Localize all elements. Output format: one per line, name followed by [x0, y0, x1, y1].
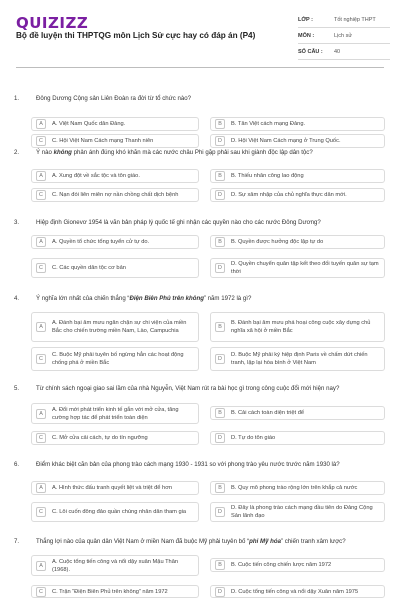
option-c[interactable]	[31, 502, 199, 522]
option-text: B. Thiếu nhân công lao động	[231, 173, 304, 179]
option-text: D. Quyền chuyển quân tập kết theo đối tuyến quân sự tạm thời	[231, 261, 379, 275]
option-letter: D	[215, 190, 225, 200]
meta-value: Tốt nghiệp THPT	[334, 16, 376, 23]
option-letter: B	[215, 408, 225, 418]
option-text: A. Đổi mới phát triển kinh tế gắn với mở cửa, tăng cường hợp tác để phát triển toàn diện	[52, 406, 179, 421]
meta-row-class	[298, 12, 390, 28]
option-text: D. Hội Việt Nam Cách mạng ở Trung Quốc.	[231, 138, 341, 144]
question-number: 2.	[14, 149, 20, 156]
option-text: A. Quyền tổ chức tổng tuyển cử tự do.	[52, 239, 150, 245]
question-text: Ý nghĩa lớn nhất của chiến thắng “Điện Biên Phủ trên không” năm 1972 là gì?	[36, 295, 252, 302]
option-d[interactable]	[210, 431, 385, 445]
question-number: 3.	[14, 219, 20, 226]
option-letter: A	[36, 119, 46, 129]
worksheet-header	[0, 0, 400, 68]
option-text: A. Cuộc tổng tiến công và nổi dậy xuân Mậu Thân (1968).	[52, 558, 179, 573]
option-letter: C	[36, 587, 46, 597]
option-text: D. Sự xâm nhập của chủ nghĩa thực dân mới.	[231, 192, 347, 198]
option-letter: B	[215, 119, 225, 129]
option-text: B. Tân Việt cách mạng Đảng.	[231, 121, 306, 127]
option-text: A. Việt Nam Quốc dân Đảng.	[52, 121, 126, 127]
meta-value: 40	[334, 48, 341, 55]
option-letter: C	[36, 190, 46, 200]
option-text: B. Cải cách toàn diện triệt để	[231, 410, 305, 416]
question-number: 5.	[14, 385, 20, 392]
option-b[interactable]	[210, 481, 385, 495]
option-b[interactable]	[210, 406, 385, 420]
option-c[interactable]	[31, 431, 199, 445]
option-letter: D	[215, 136, 225, 146]
option-letter: A	[36, 322, 46, 332]
option-a[interactable]	[31, 169, 199, 183]
option-letter: C	[36, 263, 46, 273]
option-b[interactable]	[210, 117, 385, 131]
option-c[interactable]	[31, 188, 199, 202]
option-c[interactable]	[31, 258, 199, 278]
question-number: 7.	[14, 538, 20, 545]
question-text: Từ chính sách ngoại giao sai lầm của nhà Nguyễn, Việt Nam rút ra bài học gì trong công cuộc đổi mới hiện nay?	[36, 385, 340, 392]
option-text: C. Trận “Điện Biên Phủ trên không” năm 1972	[52, 588, 168, 595]
option-letter: D	[215, 354, 225, 364]
option-text: A. Đánh bại âm mưu ngăn chặn sự chi viện của miền Bắc cho chiến trường miền Nam, Lào, Campuchia	[52, 320, 187, 334]
option-letter: B	[215, 237, 225, 247]
meta-label: LỚP :	[298, 16, 313, 23]
option-letter: D	[215, 507, 225, 517]
option-c[interactable]	[31, 347, 199, 371]
option-text: C. Lôi cuốn đông đảo quần chúng nhân dân tham gia	[52, 509, 187, 515]
option-text: A. Hình thức đấu tranh quyết liệt và triệt để hơn	[52, 485, 173, 491]
option-letter: A	[36, 171, 46, 181]
option-letter: D	[215, 433, 225, 443]
meta-row-subject	[298, 28, 390, 44]
option-text: D. Đây là phong trào cách mạng đầu tiên do Đảng Cộng Sản lãnh đạo	[231, 505, 373, 519]
option-letter: A	[36, 483, 46, 493]
question-text: Thắng lợi nào của quân dân Việt Nam ở miền Nam đã buộc Mỹ phải tuyên bố “phi Mỹ hóa” chiến tranh xâm lược?	[36, 538, 346, 545]
option-letter: C	[36, 354, 46, 364]
option-a[interactable]	[31, 117, 199, 131]
option-letter: B	[215, 322, 225, 332]
option-text: B. Quy mô phong trào rộng lớn trên khắp cả nước	[231, 485, 358, 491]
option-letter: A	[36, 409, 46, 419]
option-text: B. Quyền được hưởng độc lập tự do	[231, 239, 324, 245]
option-text: A. Xung đột về sắc tộc và tôn giáo.	[52, 173, 140, 179]
option-a[interactable]	[31, 555, 199, 576]
option-b[interactable]	[210, 169, 385, 183]
option-d[interactable]	[210, 258, 385, 278]
meta-label: MÔN :	[298, 32, 315, 39]
option-a[interactable]	[31, 481, 199, 495]
question-text: Ý nào không phản ánh đúng khó khăn mà các nước châu Phi gặp phải sau khi giành độc lập dân tộc?	[36, 149, 313, 156]
worksheet-meta	[298, 12, 390, 60]
option-c[interactable]	[31, 134, 199, 148]
option-text: C. Mở cửa cải cách, tự do tín ngưỡng	[52, 435, 148, 441]
option-d[interactable]	[210, 134, 385, 148]
option-a[interactable]	[31, 312, 199, 342]
option-letter: B	[215, 171, 225, 181]
option-letter: D	[215, 587, 225, 597]
option-d[interactable]	[210, 188, 385, 202]
option-text: C. Hội Việt Nam Cách mạng Thanh niên	[52, 138, 154, 144]
option-letter: D	[215, 263, 225, 273]
option-letter: C	[36, 433, 46, 443]
question-text: Đông Dương Cộng sản Liên Đoàn ra đời từ tổ chức nào?	[36, 95, 192, 102]
option-b[interactable]	[210, 558, 385, 572]
option-letter: C	[36, 136, 46, 146]
option-a[interactable]	[31, 403, 199, 424]
option-text: D. Tự do tôn giáo	[231, 435, 276, 441]
meta-row-count	[298, 44, 390, 60]
option-b[interactable]	[210, 312, 385, 342]
worksheet-title: Bộ đề luyện thi THPTQG môn Lịch Sử cực hay có đáp án (P4)	[16, 31, 256, 40]
header-divider	[16, 67, 384, 68]
option-text: D. Buộc Mỹ phải ký hiệp định Paris về chấm dứt chiến tranh, lập lại hòa bình ở Việt Nam	[231, 352, 368, 366]
option-letter: C	[36, 507, 46, 517]
option-text: B. Đánh bại âm mưu phá hoại công cuộc xây dựng chủ nghĩa xã hội ở miền Bắc	[231, 320, 371, 334]
option-letter: B	[215, 560, 225, 570]
option-letter: A	[36, 561, 46, 571]
option-text: B. Cuộc tiến công chiến lược năm 1972	[231, 562, 332, 568]
question-text: Hiệp định Gionevơ 1954 là văn bản pháp lý quốc tế ghi nhận các quyền nào cho các nước Đông Dương?	[36, 219, 321, 226]
option-text: C. Buộc Mỹ phải tuyên bố ngừng hẳn các hoạt động chống phá ở miền Bắc	[52, 352, 184, 366]
option-d[interactable]	[210, 585, 385, 598]
option-text: D. Cuộc tổng tiến công và nổi dậy Xuân năm 1975	[231, 588, 359, 595]
option-text: C. Nạn đói liên miên nợ nần chồng chất dịch bệnh	[52, 192, 179, 198]
option-c[interactable]	[31, 585, 199, 598]
option-b[interactable]	[210, 235, 385, 249]
option-d[interactable]	[210, 347, 385, 371]
question-number: 1.	[14, 95, 20, 102]
option-letter: A	[36, 237, 46, 247]
option-letter: B	[215, 483, 225, 493]
question-number: 4.	[14, 295, 20, 302]
meta-label: SỐ CÂU :	[298, 48, 323, 55]
quizizz-logo: QUIZIZZ	[16, 14, 89, 32]
question-text: Điểm khác biệt căn bản của phong trào cách mạng 1930 - 1931 so với phong trào yêu nước trước năm 1930 là?	[36, 461, 340, 468]
meta-value: Lịch sử	[334, 32, 353, 39]
option-d[interactable]	[210, 502, 385, 522]
option-text: C. Các quyền dân tộc cơ bản	[52, 265, 126, 271]
option-a[interactable]	[31, 235, 199, 249]
question-number: 6.	[14, 461, 20, 468]
